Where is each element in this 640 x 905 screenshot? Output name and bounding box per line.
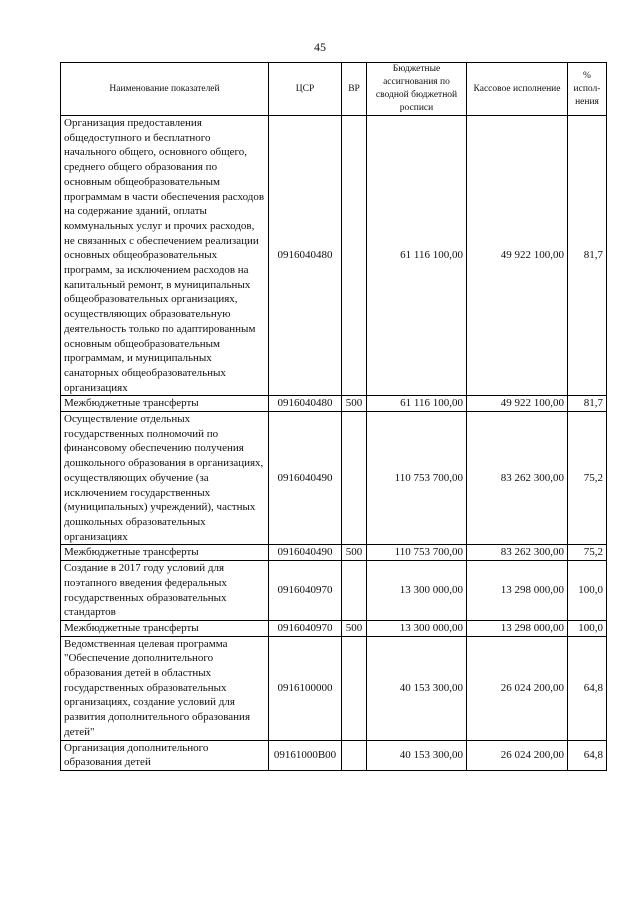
row-budget: 40 153 300,00 <box>367 636 467 740</box>
row-vr: 500 <box>342 545 367 561</box>
table-row <box>61 116 607 396</box>
table-row <box>61 396 607 412</box>
row-name: Создание в 2017 году условий для поэтапного введения федеральных государственных образовательных стандартов <box>61 561 269 621</box>
row-vr <box>342 412 367 545</box>
row-csr: 0916040490 <box>269 545 342 561</box>
budget-execution-table <box>60 62 607 771</box>
table-row <box>61 636 607 740</box>
header-execution: Кассовое исполнение <box>467 63 568 116</box>
header-vr: ВР <box>342 63 367 116</box>
row-budget: 40 153 300,00 <box>367 740 467 770</box>
row-budget: 13 300 000,00 <box>367 620 467 636</box>
row-name: Осуществление отдельных государственных полномочий по финансовому обеспечению получения дошкольного образования в организациях, осуществляющих обучение (за исключением государственных (муниципальных) учреждений), частных дошкольных образовательных организациях <box>61 412 269 545</box>
row-percent: 81,7 <box>568 116 607 396</box>
row-csr: 0916040970 <box>269 620 342 636</box>
row-csr: 09161000В00 <box>269 740 342 770</box>
row-csr: 0916040490 <box>269 412 342 545</box>
row-percent: 75,2 <box>568 412 607 545</box>
row-vr: 500 <box>342 396 367 412</box>
row-name: Организация дополнительного образования детей <box>61 740 269 770</box>
page-number: 45 <box>314 40 326 54</box>
header-percent: % испол-нения <box>568 63 607 116</box>
row-name: Ведомственная целевая программа "Обеспечение дополнительного образования детей в областных государственных образовательных организациях, создание условий для развития дополнительного образования детей" <box>61 636 269 740</box>
row-execution: 26 024 200,00 <box>467 740 568 770</box>
row-execution: 49 922 100,00 <box>467 396 568 412</box>
row-vr: 500 <box>342 620 367 636</box>
row-csr: 0916040480 <box>269 116 342 396</box>
row-name: Межбюджетные трансферты <box>61 620 269 636</box>
header-budget: Бюджетные ассигнования по сводной бюджетной росписи <box>367 63 467 116</box>
table-row <box>61 412 607 545</box>
row-percent: 100,0 <box>568 620 607 636</box>
row-csr: 0916040480 <box>269 396 342 412</box>
row-name: Межбюджетные трансферты <box>61 396 269 412</box>
row-percent: 64,8 <box>568 636 607 740</box>
row-execution: 49 922 100,00 <box>467 116 568 396</box>
header-name: Наименование показателей <box>61 63 269 116</box>
row-name: Организация предоставления общедоступного и бесплатного начального общего, основного общего, среднего общего образования по основным общеобразовательным программам в части обеспечения расходов на содержание зданий, оплаты коммунальных услуг и прочих расходов, не связанных с обеспечением реализации основных общеобразовательных программ, за исключением расходов на капитальный ремонт, в муниципальных общеобразовательных организациях, осуществляющих образовательную деятельность только по адаптированным основным общеобразовательным программам, и муниципальных санаторных общеобразовательных организациях <box>61 116 269 396</box>
row-budget: 61 116 100,00 <box>367 116 467 396</box>
table-header-row <box>61 63 607 116</box>
row-budget: 13 300 000,00 <box>367 561 467 621</box>
row-execution: 13 298 000,00 <box>467 620 568 636</box>
table-row <box>61 620 607 636</box>
row-percent: 81,7 <box>568 396 607 412</box>
row-percent: 64,8 <box>568 740 607 770</box>
table-row <box>61 740 607 770</box>
header-csr: ЦСР <box>269 63 342 116</box>
row-vr <box>342 561 367 621</box>
row-csr: 0916100000 <box>269 636 342 740</box>
row-budget: 110 753 700,00 <box>367 412 467 545</box>
table-row <box>61 545 607 561</box>
row-csr: 0916040970 <box>269 561 342 621</box>
row-percent: 100,0 <box>568 561 607 621</box>
row-budget: 61 116 100,00 <box>367 396 467 412</box>
row-name: Межбюджетные трансферты <box>61 545 269 561</box>
row-budget: 110 753 700,00 <box>367 545 467 561</box>
row-vr <box>342 116 367 396</box>
row-percent: 75,2 <box>568 545 607 561</box>
row-vr <box>342 740 367 770</box>
row-execution: 83 262 300,00 <box>467 412 568 545</box>
table-row <box>61 561 607 621</box>
row-execution: 26 024 200,00 <box>467 636 568 740</box>
row-execution: 13 298 000,00 <box>467 561 568 621</box>
row-vr <box>342 636 367 740</box>
row-execution: 83 262 300,00 <box>467 545 568 561</box>
